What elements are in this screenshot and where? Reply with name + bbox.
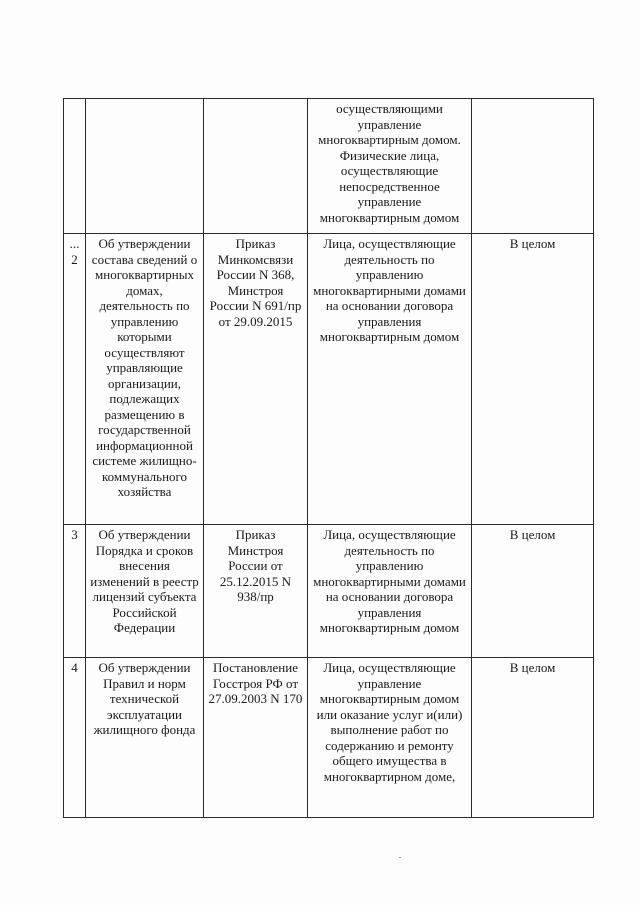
act-reference: Приказ Минстроя России от 25.12.2015 N 938/пр [219,527,292,604]
row-number-cell [64,234,86,525]
act-title-cell [86,658,204,818]
act-title: Об утверждении Правил и норм технической эксплуатации жилищного фонда [93,660,196,737]
table-row [64,234,594,525]
row-number-cell [64,525,86,658]
act-reference-cell [204,99,308,234]
scope-cell [472,525,594,658]
subjects-text: осуществляющими управление многоквартирным домом. Физические лица, осуществляющие непосредственное управление многоквартирным домом [318,101,461,225]
act-title-cell [86,234,204,525]
scope-text: В целом [509,660,556,675]
table-row [64,658,594,818]
table-row [64,99,594,234]
subjects-cell [308,234,472,525]
subjects-cell [308,658,472,818]
row-number: ...2 [69,236,80,267]
act-title: Об утверждении состава сведений о многоквартирных домах, деятельность по управлению которыми осуществляют управляющие организации, подлежащих размещению в государственной информационной системе жилищно-коммунального хозяйства [91,236,198,499]
scope-cell [472,658,594,818]
act-title-cell [86,99,204,234]
scope-cell [472,99,594,234]
scope-text: В целом [509,527,556,542]
table-row [64,525,594,658]
subjects-cell [308,525,472,658]
row-number: 3 [71,527,78,542]
subjects-text: Лица, осуществляющие управление многоквартирным домом или оказание услуг и(или) выполнение работ по содержанию и ремонту общего имущества в многоквартирном доме, [316,660,463,784]
act-reference-cell [204,525,308,658]
row-number: 4 [71,660,78,675]
act-reference: Постановление Госстроя РФ от 27.09.2003 N 170 [208,660,303,706]
legal-acts-table [63,98,594,818]
subjects-text: Лица, осуществляющие деятельность по управлению многоквартирными домами на основании договора управления многоквартирным домом [313,527,466,635]
scan-speck [399,857,401,858]
scope-cell [472,234,594,525]
act-title: Об утверждении Порядка и сроков внесения изменений в реестр лицензий субъекта Российской Федерации [90,527,199,635]
subjects-text: Лица, осуществляющие деятельность по управлению многоквартирными домами на основании договора управления многоквартирным домом [313,236,466,344]
act-reference-cell [204,234,308,525]
act-reference: Приказ Минкомсвязи России N 368, Минстроя России N 691/пр от 29.09.2015 [209,236,302,329]
subjects-cell [308,99,472,234]
act-reference-cell [204,658,308,818]
scope-text: В целом [509,236,556,251]
row-number-cell [64,99,86,234]
row-number-cell [64,658,86,818]
act-title-cell [86,525,204,658]
